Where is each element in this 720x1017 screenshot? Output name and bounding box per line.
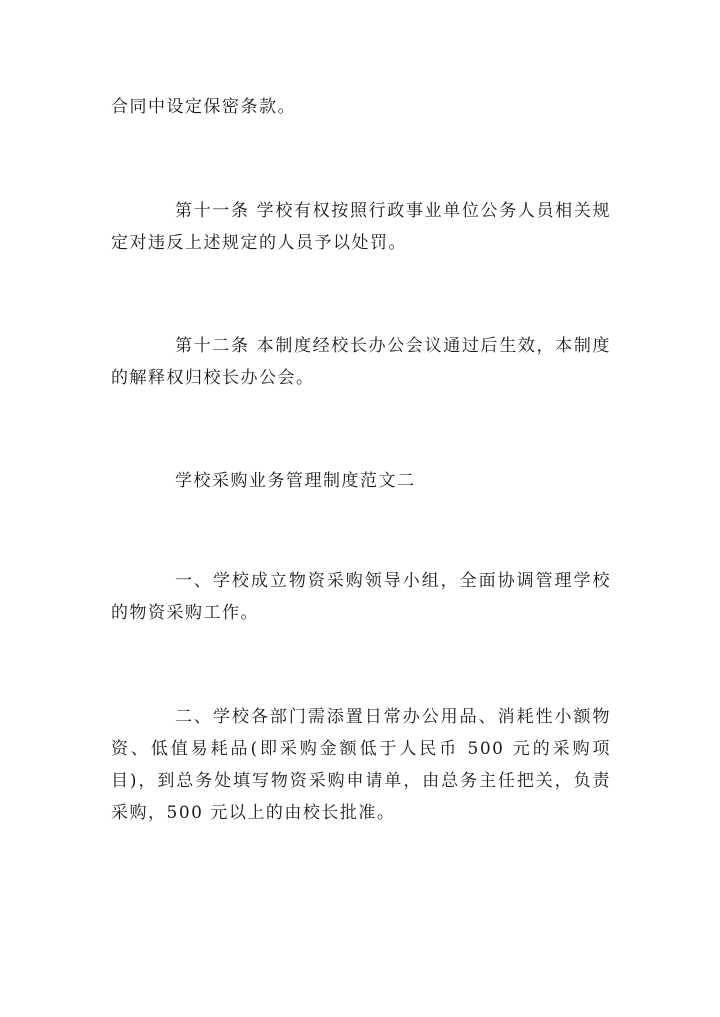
paragraph-item-2: 二、学校各部门需添置日常办公用品、消耗性小额物资、低值易耗品(即采购金额低于人民币 500 元的采购项目)，到总务处填写物资采购申请单，由总务主任把关，负责采购，500 元以上的由校长批准。 [111, 707, 611, 823]
paragraph-article-12: 第十二条 本制度经校长办公会议通过后生效，本制度的解释权归校长办公会。 [111, 336, 611, 388]
paragraph-item-1: 一、学校成立物资采购领导小组，全面协调管理学校的物资采购工作。 [111, 571, 611, 623]
paragraph-confidentiality-clause: 合同中设定保密条款。 [111, 97, 296, 117]
paragraph-article-11: 第十一条 学校有权按照行政事业单位公务人员相关规定对违反上述规定的人员予以处罚。 [111, 201, 611, 253]
section-heading: 学校采购业务管理制度范文二 [175, 471, 416, 491]
